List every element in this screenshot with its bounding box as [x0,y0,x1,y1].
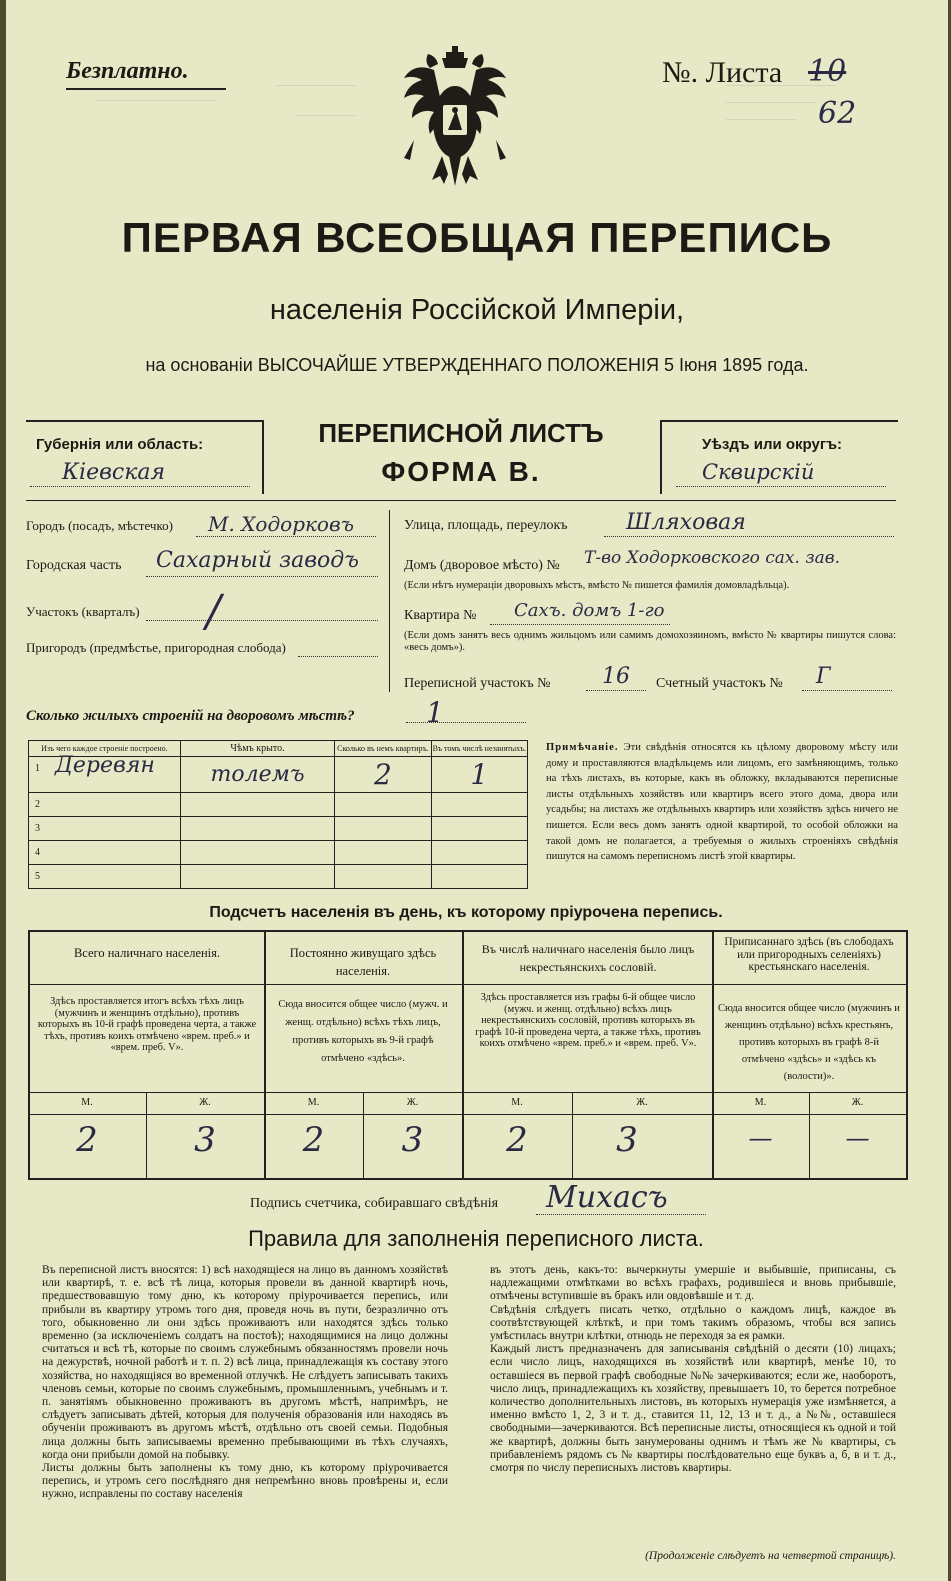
district-label: Уѣздъ или округъ: [702,436,843,453]
city-value[interactable]: М. Ходорковъ [208,512,354,536]
sheet-number-handwritten: 62 [818,96,857,131]
table-row [29,817,528,841]
table-row [29,841,528,865]
buildings-header-vacant: Въ томъ числѣ незанятыхъ. [431,741,527,757]
district-value[interactable]: Сквирскій [702,460,815,484]
population-col4-desc: Сюда вносится общее число (мужчинъ и женщинъ отдѣльно) всѣхъ крестьянъ, противъ которыхъ въ графѣ 8-й отмѣчено «здѣсь» и «здѣсь къ (волости)». [718,1003,900,1082]
free-label: Безплатно. [66,58,189,84]
form-header-rule [26,500,896,501]
province-value[interactable]: Кіевская [62,460,166,485]
district-box [660,420,898,494]
col3-m-value[interactable]: 2 [506,1120,528,1160]
precinct-value[interactable]: / [206,586,221,637]
precinct-label: Участокъ (кварталъ) [26,604,140,619]
col1-f-label: Ж. [199,1097,211,1108]
bleed-through-text [96,85,396,185]
form-title-line1: ПЕРЕПИСНОЙ ЛИСТЪ [318,418,604,448]
province-box [26,420,264,494]
rules-left-column: Въ переписной листъ вносятся: 1) всѣ находящіеся на лицо въ данномъ хозяйствѣ или квартирѣ, т. е. всѣ тѣ лица, которыя провели въ данной квартирѣ ночь, предшествовавшую тому дню, къ которому пріурочивается перепись, или прибыли въ квартиру утромъ того дня, проведя ночь въ пути, безразлично отъ того, обыкновенно ли они здѣсь проживаютъ или находятся здѣсь только временно (за исключеніемъ солдатъ на постоѣ); находящимися на лицо должны считаться и всѣ тѣ, которые по своимъ служебнымъ обязанностямъ провели ночь на дежурствѣ, ночной работѣ и т. п. 2) всѣ лица, принадлежащія къ составу этого хозяйства, но находящіяся во временной отлучкѣ. Не слѣдуетъ записывать такихъ членовъ семьи, которые по своимъ служебнымъ, промышленнымъ, учебнымъ и т. п. занятіямъ обыкновенно проживаютъ въ другомъ мѣстѣ, напримѣръ, не слѣдуетъ записывать дѣтей, которыя для полученія образованія или находясь въ обученіи проживаютъ въ другомъ мѣстѣ, отдѣльно отъ своей семьи. Подобныя лица должны быть записываемы временно пребывающими въ тѣхъ случаяхъ, когда они прибыли домой на побывку. Листы должны быть заполнены къ тому дню, къ которому пріурочивается перепись, и утромъ сего послѣдняго дня непремѣнно вновь провѣрены и, если нужно, исправлены по составу населенія [42,1264,448,1501]
buildings-header-material: Изъ чего каждое строеніе построено. [29,741,181,757]
street-label: Улица, площадь, переулокъ [404,518,568,533]
col3-f-value[interactable]: 3 [616,1120,638,1160]
suburb-label: Пригородъ (предмѣстье, пригородная слобода) [26,640,286,655]
col4-m-label: М. [754,1097,767,1108]
col2-m-label: М. [307,1097,320,1108]
address-divider [389,510,390,692]
col3-f-label: Ж. [636,1097,648,1108]
rules-continued-note: (Продолженіе слѣдуетъ на четвертой страницѣ). [645,1550,896,1562]
sheet-number-label: №. Листа [662,56,783,89]
building-apartments[interactable]: 2 [335,757,431,793]
col1-f-value[interactable]: 3 [194,1120,216,1160]
population-col1-desc: Здѣсь проставляется итогъ всѣхъ тѣхъ лицъ (мужчинъ и женщинъ отдѣльно), противъ которыхъ въ 10-й графѣ проведена черта, а также тѣхъ, противъ коихъ отмѣчено «врем. преб.» и «врем. преб. V». [37,996,257,1053]
col4-f-value[interactable]: — [845,1124,870,1152]
row-number: 4 [29,841,181,865]
population-col2-head: Постоянно живущаго здѣсь населенія. [289,946,437,978]
buildings-note-text: Эти свѣдѣнія относятся къ цѣлому дворовому мѣсту или дому и проставляются владѣльцемъ или лицомъ, его замѣняющимъ, только на тѣхъ листахъ, въ которые, какъ въ обложку, вкладываются переписные листы отдѣльныхъ хозяйствъ или квартиръ всего этого дома, двора или усадьбы; на листахъ же отдѣльныхъ квартиръ или хозяйствъ здѣсь ничего не пишется. Если весь домъ занятъ одной квартирой, то особой обложки на такой домъ не полагается, а требуемыя о жилыхъ строеніяхъ свѣдѣнія пишутся на самомъ переписномъ листѣ этой квартиры. [546,742,898,863]
row-number: 2 [29,793,181,817]
col2-m-value[interactable]: 2 [302,1120,325,1160]
form-title-line2: ФОРМА В. [381,456,541,487]
col3-m-label: М. [511,1097,523,1108]
population-col2-desc: Сюда вносится общее число (мужч. и женщ. отдѣльно) всѣхъ тѣхъ лицъ, противъ которыхъ въ 9-й графѣ отмѣчено «здѣсь». [278,999,448,1064]
buildings-note-head: Примѣчаніе. [546,742,619,753]
row-number: 1 [35,763,40,774]
street-value[interactable]: Шляховая [626,510,746,535]
col2-f-label: Ж. [406,1097,419,1108]
building-roof[interactable]: толемъ [180,757,334,793]
province-label: Губернія или область: [36,436,204,453]
imperial-eagle-emblem [394,44,516,200]
signature-label: Подпись счетчика, собиравшаго свѣдѣнія [250,1196,499,1211]
building-material[interactable]: Деревян [55,753,155,778]
col4-f-label: Ж. [851,1097,864,1108]
buildings-header-roof: Чѣмъ крыто. [180,741,334,757]
buildings-header-apartments: Сколько въ немъ квартиръ. [335,741,431,757]
rules-title: Правила для заполненія переписного листа. [248,1226,704,1251]
table-row [29,757,528,793]
census-basis-line: на основаніи ВЫСОЧАЙШЕ УТВЕРЖДЕННАГО ПОЛОЖЕНІЯ 5 Іюня 1895 года. [145,355,809,375]
col1-m-value[interactable]: 2 [76,1120,98,1160]
free-underline [66,88,226,90]
census-district-label: Переписной участокъ № [404,676,551,691]
house-label: Домъ (дворовое мѣсто) № [404,558,560,573]
signature-value[interactable]: Михасъ [546,1180,668,1215]
population-col1-head: Всего наличнаго населенія. [73,946,221,960]
city-label: Городъ (посадъ, мѣстечко) [26,518,173,533]
buildings-answer[interactable]: 1 [426,696,444,729]
house-value[interactable]: Т-во Ходорковского сах. зав. [584,548,841,568]
apartment-note: (Если домъ занятъ весь однимъ жильцомъ или самимъ домохозяиномъ, вмѣсто № квартиры пишутся слова: «весь домъ»). [404,630,896,653]
city-part-label: Городская часть [26,558,122,573]
apartment-value[interactable]: Сахъ. домъ 1-го [514,600,665,621]
buildings-question: Сколько жилыхъ строеній на дворовомъ мѣстѣ? [26,708,355,724]
col2-f-value[interactable]: 3 [401,1120,424,1160]
buildings-note [546,740,898,865]
population-col3-head: Въ числѣ наличнаго населенія было лицъ некрестьянскихъ сословій. [481,942,695,974]
sheet-number-crossed: 10 [808,54,847,89]
house-note: (Если нѣтъ нумераціи дворовыхъ мѣстъ, вмѣсто № пишется фамилія домовладѣльца). [404,580,790,591]
census-main-title: ПЕРВАЯ ВСЕОБЩАЯ ПЕРЕПИСЬ [121,214,833,261]
table-row [29,865,528,889]
row-number: 3 [29,817,181,841]
buildings-table [28,740,528,889]
col4-m-value[interactable]: — [748,1124,773,1152]
row-number: 5 [29,865,181,889]
apartment-label: Квартира № [404,608,477,623]
building-vacant[interactable]: 1 [431,757,527,793]
city-part-value[interactable]: Сахарный заводъ [156,548,359,573]
table-row [29,793,528,817]
col1-m-label: М. [81,1097,93,1108]
counting-district-value[interactable]: Г [816,664,831,689]
population-title: Подсчетъ населенія въ день, къ которому пріурочена перепись. [209,904,723,921]
census-district-value[interactable]: 16 [602,664,630,689]
census-sheet [6,0,948,1581]
rules-right-column: въ этотъ день, какъ-то: вычеркнуты умершіе и выбывшіе, приписаны, съ надлежащими отмѣтками во всѣхъ графахъ, родившіеся и вновь прибывшіе, отмѣчены вступившіе въ бракъ или овдовѣвшіе и т. д. Свѣдѣнія слѣдуетъ писать четко, отдѣльно о каждомъ лицѣ, каждое въ соотвѣтствующей клѣткѣ, и при томъ такимъ образомъ, чтобы вся запись умѣстилась внутри клѣтки, отнюдь не переходя за ея рамки. Каждый листъ предназначенъ для записыванія свѣдѣній о десяти (10) лицахъ; если число лицъ, находящихся въ хозяйствѣ или квартирѣ, менѣе 10, то оставшіеся въ первой графѣ свободные №№ зачеркиваются; если же, наоборотъ, число лицъ, принадлежащихъ къ хозяйству, превышаетъ 10, то берется потребное количество дополнительныхъ листовъ, въ которыхъ нумерація уже измѣняется, а именно вмѣсто 1, 2, 3 и т. д., ставится 11, 12, 13 и т. д., а №№, оставшіеся свободными—зачеркиваются. Всѣ переписные листы, относящіеся къ одной и той же квартирѣ, должны быть занумерованы однимъ и тѣмъ же № квартиры, съ прибавленіемъ рядомъ съ № квартиры послѣдовательно еще буквъ а, б, в и т. д., смотря по числу переписныхъ листовъ квартиры. [490,1264,896,1475]
census-subtitle: населенія Россійской Имперіи, [269,294,685,326]
population-col4-head: Приписаннаго здѣсь (въ слободахъ или пригородныхъ селеніяхъ) крестьянскаго населенія. [724,936,894,973]
counting-district-label: Счетный участокъ № [656,676,783,691]
population-col3-desc: Здѣсь проставляется изъ графы 6-й общее число (мужч. и женщ. отдѣльно) всѣхъ лицъ некрестьянскихъ сословій, противъ которыхъ въ графѣ 10-й проведена черта, а также тѣхъ, противъ коихъ отмѣчено «врем. преб.» и «врем. преб. V». [475,992,701,1049]
